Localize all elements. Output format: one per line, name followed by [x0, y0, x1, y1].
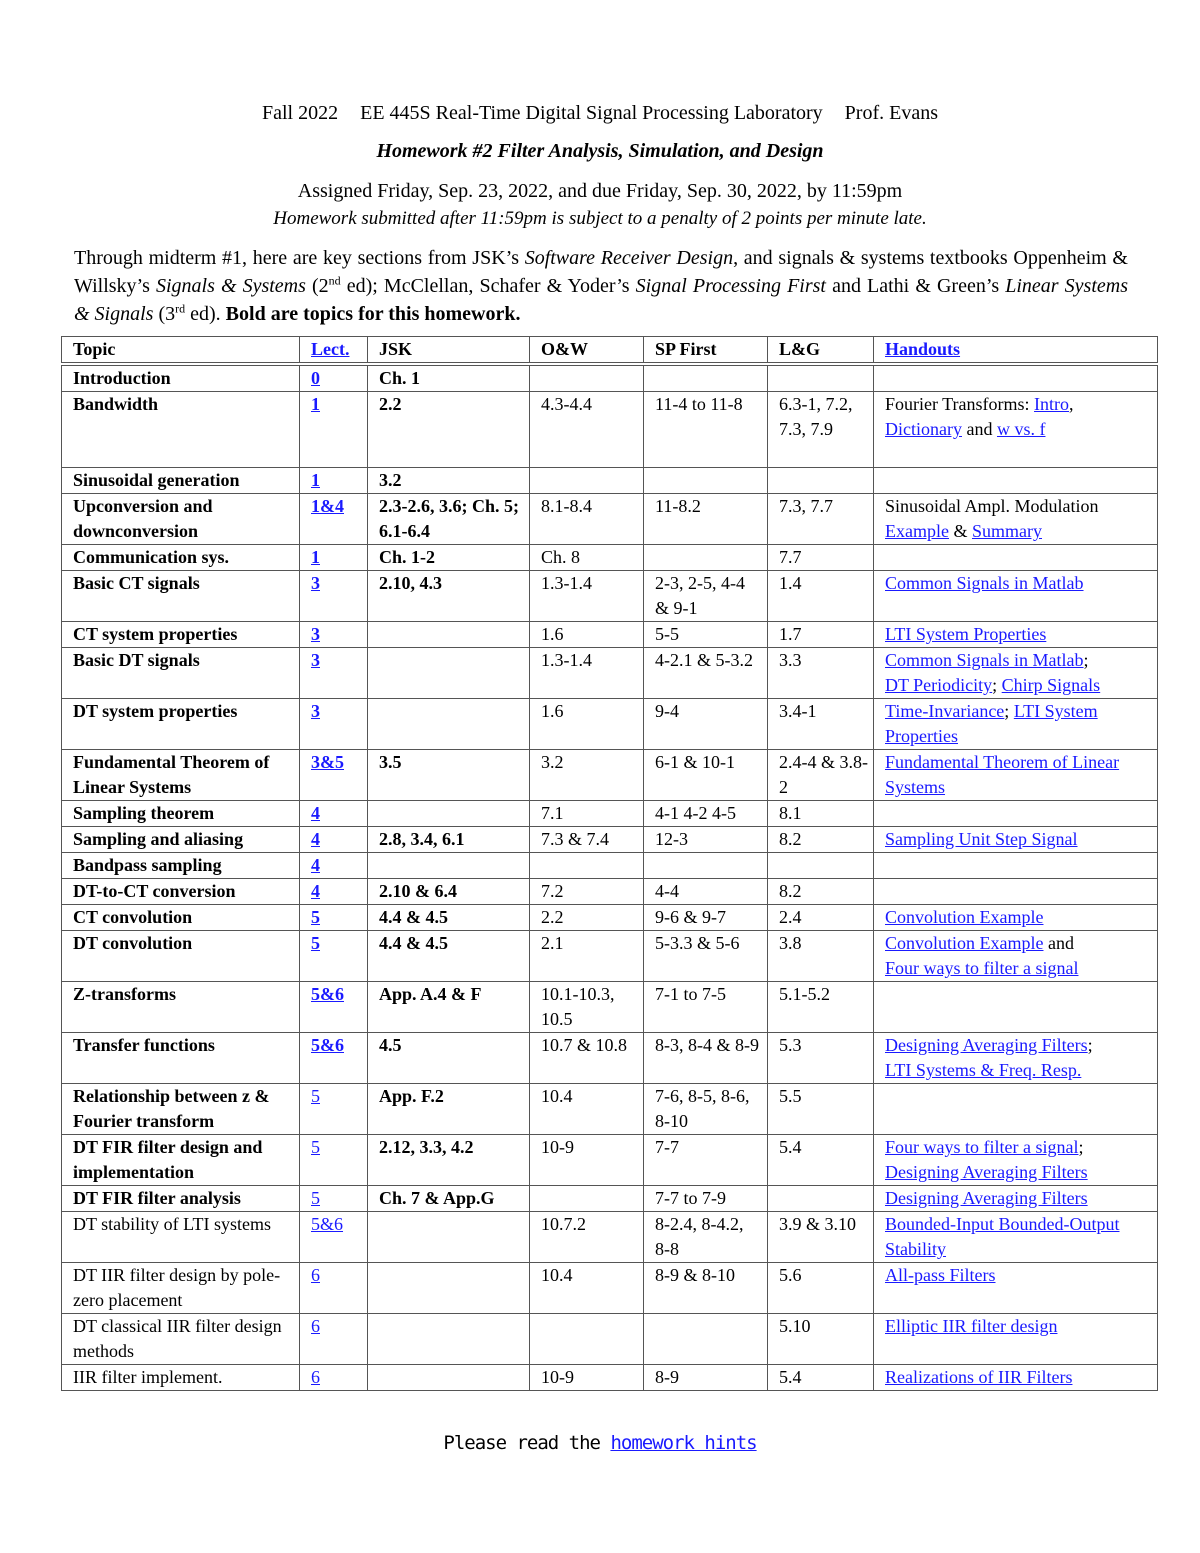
lg-cell: 7.7 — [768, 545, 874, 571]
sp-cell: 4-4 — [644, 879, 768, 905]
ow-cell: 1.6 — [530, 699, 644, 750]
ow-cell: 10.7.2 — [530, 1212, 644, 1263]
handouts-cell — [874, 853, 1158, 879]
lect-cell-link[interactable]: 6 — [311, 1367, 320, 1387]
lect-cell-link[interactable]: 5&6 — [311, 1214, 344, 1234]
sp-cell: 12-3 — [644, 827, 768, 853]
table-row — [62, 364, 1158, 392]
handout-link[interactable]: Common Signals in Matlab — [885, 573, 1084, 593]
table-header-row — [62, 337, 1158, 365]
handouts-cell — [874, 1365, 1158, 1391]
lect-cell-link[interactable]: 1&4 — [311, 496, 344, 516]
topic-cell: IIR filter implement. — [62, 1365, 300, 1391]
topic-cell: Bandwidth — [62, 392, 300, 468]
lect-cell[interactable] — [300, 1033, 368, 1084]
sp-cell: 8-9 & 8-10 — [644, 1263, 768, 1314]
handouts-cell — [874, 622, 1158, 648]
ow-cell — [530, 853, 644, 879]
handout-link[interactable]: All-pass Filters — [885, 1265, 996, 1285]
lect-cell[interactable] — [300, 699, 368, 750]
sp-cell: 6-1 & 10-1 — [644, 750, 768, 801]
handouts-cell — [874, 1212, 1158, 1263]
lg-cell: 3.4-1 — [768, 699, 874, 750]
handouts-cell — [874, 801, 1158, 827]
lg-cell: 3.3 — [768, 648, 874, 699]
table-row — [62, 905, 1158, 931]
jsk-cell — [368, 1212, 530, 1263]
lect-cell[interactable] — [300, 1365, 368, 1391]
topic-cell: Upconversion and downconversion — [62, 494, 300, 545]
jsk-cell: 2.10 & 6.4 — [368, 879, 530, 905]
table-row — [62, 1033, 1158, 1084]
homework-hints-link[interactable]: homework hints — [610, 1432, 757, 1454]
handout-link[interactable]: LTI System Properties — [885, 624, 1047, 644]
lect-cell-link[interactable]: 5&6 — [311, 984, 344, 1004]
handouts-cell: Time-Invariance; LTI System Properties — [874, 699, 1158, 750]
ow-cell — [530, 1314, 644, 1365]
lg-cell: 5.4 — [768, 1135, 874, 1186]
sp-cell: 7-7 to 7-9 — [644, 1186, 768, 1212]
topic-cell: DT stability of LTI systems — [62, 1212, 300, 1263]
jsk-cell: 3.2 — [368, 468, 530, 494]
handout-link[interactable]: Realizations of IIR Filters — [885, 1367, 1073, 1387]
table-row — [62, 931, 1158, 982]
lg-cell: 6.3-1, 7.2, 7.3, 7.9 — [768, 392, 874, 468]
lect-header-link[interactable]: Lect. — [311, 339, 350, 359]
col-jsk: JSK — [368, 337, 530, 365]
term: Fall 2022 — [262, 102, 339, 124]
jsk-cell — [368, 853, 530, 879]
sp-cell: 7-1 to 7-5 — [644, 982, 768, 1033]
table-row — [62, 648, 1158, 699]
topic-cell: DT convolution — [62, 931, 300, 982]
sp-cell: 8-3, 8-4 & 8-9 — [644, 1033, 768, 1084]
lect-cell-link[interactable]: 1 — [311, 547, 320, 567]
topic-cell: Communication sys. — [62, 545, 300, 571]
lg-cell: 8.2 — [768, 827, 874, 853]
ow-cell: Ch. 8 — [530, 545, 644, 571]
table-row — [62, 1365, 1158, 1391]
lg-cell: 2.4-4 & 3.8-2 — [768, 750, 874, 801]
ow-cell: 1.6 — [530, 622, 644, 648]
jsk-cell: 2.10, 4.3 — [368, 571, 530, 622]
topic-cell: Sampling theorem — [62, 801, 300, 827]
jsk-cell: Ch. 1 — [368, 364, 530, 392]
lect-cell[interactable] — [300, 392, 368, 468]
handouts-cell: Four ways to filter a signal; Designing Averaging Filters — [874, 1135, 1158, 1186]
ow-cell: 10.4 — [530, 1084, 644, 1135]
table-row — [62, 750, 1158, 801]
ow-cell: 10.1-10.3, 10.5 — [530, 982, 644, 1033]
handout-link[interactable]: Elliptic IIR filter design — [885, 1316, 1058, 1336]
handouts-cell — [874, 905, 1158, 931]
sp-cell: 9-6 & 9-7 — [644, 905, 768, 931]
ow-cell: 2.2 — [530, 905, 644, 931]
topic-cell: Basic CT signals — [62, 571, 300, 622]
ow-cell — [530, 364, 644, 392]
lect-cell-link[interactable]: 5&6 — [311, 1035, 344, 1055]
ow-cell: 4.3-4.4 — [530, 392, 644, 468]
lect-cell-link[interactable]: 4 — [311, 855, 320, 875]
lect-cell[interactable] — [300, 622, 368, 648]
handout-link[interactable]: LTI Systems & Freq. Resp. — [885, 1060, 1082, 1080]
topic-cell: DT FIR filter analysis — [62, 1186, 300, 1212]
handout-link[interactable]: Four ways to filter a signal — [885, 958, 1079, 978]
topic-cell: Bandpass sampling — [62, 853, 300, 879]
jsk-cell: 2.2 — [368, 392, 530, 468]
handouts-cell — [874, 571, 1158, 622]
topic-cell: Basic DT signals — [62, 648, 300, 699]
table-row — [62, 1314, 1158, 1365]
handout-link[interactable]: Intro — [1034, 394, 1070, 414]
table-row — [62, 392, 1158, 468]
handout-link[interactable]: Sampling Unit Step Signal — [885, 829, 1078, 849]
col-ow: O&W — [530, 337, 644, 365]
handouts-cell — [874, 1084, 1158, 1135]
handout-link[interactable]: Designing Averaging Filters — [885, 1162, 1088, 1182]
topic-cell: DT classical IIR filter design methods — [62, 1314, 300, 1365]
jsk-cell: 3.5 — [368, 750, 530, 801]
handout-link[interactable]: Bounded-Input Bounded-Output Stability — [885, 1214, 1120, 1259]
lect-cell-link[interactable]: 4 — [311, 829, 320, 849]
topic-cell: DT FIR filter design and implementation — [62, 1135, 300, 1186]
lect-cell[interactable] — [300, 982, 368, 1033]
lg-cell: 8.1 — [768, 801, 874, 827]
table-row — [62, 1186, 1158, 1212]
jsk-cell: Ch. 7 & App.G — [368, 1186, 530, 1212]
sp-cell: 7-6, 8-5, 8-6, 8-10 — [644, 1084, 768, 1135]
lect-cell[interactable] — [300, 1314, 368, 1365]
jsk-cell: 4.4 & 4.5 — [368, 931, 530, 982]
lect-cell[interactable] — [300, 571, 368, 622]
sp-cell — [644, 545, 768, 571]
lect-cell-link[interactable]: 5 — [311, 907, 320, 927]
lect-cell[interactable] — [300, 1212, 368, 1263]
jsk-cell: 2.8, 3.4, 6.1 — [368, 827, 530, 853]
lg-cell: 5.4 — [768, 1365, 874, 1391]
lg-cell: 2.4 — [768, 905, 874, 931]
lg-cell: 1.4 — [768, 571, 874, 622]
lg-cell — [768, 468, 874, 494]
lg-cell: 3.9 & 3.10 — [768, 1212, 874, 1263]
table-row — [62, 494, 1158, 545]
ow-cell: 10-9 — [530, 1135, 644, 1186]
handouts-cell — [874, 982, 1158, 1033]
lect-cell[interactable] — [300, 931, 368, 982]
table-row — [62, 827, 1158, 853]
table-row — [62, 545, 1158, 571]
professor: Prof. Evans — [844, 102, 938, 124]
sp-cell: 4-2.1 & 5-3.2 — [644, 648, 768, 699]
table-row — [62, 801, 1158, 827]
topic-cell: DT IIR filter design by pole-zero placement — [62, 1263, 300, 1314]
sp-cell: 4-1 4-2 4-5 — [644, 801, 768, 827]
table-row — [62, 622, 1158, 648]
handouts-cell: Convolution Example and Four ways to filter a signal — [874, 931, 1158, 982]
handouts-cell: Fourier Transforms: Intro, Dictionary and w vs. f — [874, 392, 1158, 468]
jsk-cell: 2.3-2.6, 3.6; Ch. 5; 6.1-6.4 — [368, 494, 530, 545]
handout-link[interactable]: Common Signals in Matlab — [885, 650, 1084, 670]
ow-cell: 10.4 — [530, 1263, 644, 1314]
table-row — [62, 1212, 1158, 1263]
table-row — [62, 468, 1158, 494]
jsk-cell: Ch. 1-2 — [368, 545, 530, 571]
lect-cell[interactable] — [300, 1263, 368, 1314]
lect-cell[interactable] — [300, 905, 368, 931]
assigned-line: Assigned Friday, Sep. 23, 2022, and due Friday, Sep. 30, 2022, by 11:59pm — [297, 180, 903, 202]
ow-cell: 10.7 & 10.8 — [530, 1033, 644, 1084]
lg-cell — [768, 1186, 874, 1212]
sp-cell: 9-4 — [644, 699, 768, 750]
lect-cell[interactable] — [300, 879, 368, 905]
lg-cell — [768, 853, 874, 879]
sp-cell: 11-4 to 11-8 — [644, 392, 768, 468]
lect-cell-link[interactable]: 3 — [311, 573, 320, 593]
sp-cell: 7-7 — [644, 1135, 768, 1186]
table-row — [62, 699, 1158, 750]
penalty-line: Homework submitted after 11:59pm is subject to a penalty of 2 points per minute late. — [273, 208, 927, 229]
homework-title: Homework #2 Filter Analysis, Simulation, and Design — [376, 140, 824, 162]
handout-link[interactable]: Example — [885, 521, 949, 541]
table-row — [62, 1263, 1158, 1314]
topic-cell: Sampling and aliasing — [62, 827, 300, 853]
lg-cell: 5.1-5.2 — [768, 982, 874, 1033]
lect-cell-link[interactable]: 5 — [311, 933, 320, 953]
sp-cell: 8-2.4, 8-4.2, 8-8 — [644, 1212, 768, 1263]
topics-table — [61, 336, 1158, 1391]
jsk-cell — [368, 699, 530, 750]
col-lg: L&G — [768, 337, 874, 365]
lect-cell[interactable] — [300, 468, 368, 494]
topic-cell: Relationship between z & Fourier transform — [62, 1084, 300, 1135]
lect-cell[interactable] — [300, 494, 368, 545]
lect-cell[interactable] — [300, 1186, 368, 1212]
handouts-cell: Designing Averaging Filters; LTI Systems & Freq. Resp. — [874, 1033, 1158, 1084]
jsk-cell: 4.5 — [368, 1033, 530, 1084]
topic-cell: CT system properties — [62, 622, 300, 648]
lect-cell-link[interactable]: 3 — [311, 624, 320, 644]
lect-cell-link[interactable]: 1 — [311, 470, 320, 490]
handout-link[interactable]: LTI System Properties — [885, 701, 1098, 746]
lect-cell-link[interactable]: 5 — [311, 1137, 320, 1157]
handout-link[interactable]: DT Periodicity — [885, 675, 993, 695]
topic-cell: DT system properties — [62, 699, 300, 750]
lg-cell — [768, 364, 874, 392]
table-row — [62, 879, 1158, 905]
lect-cell-link[interactable]: 0 — [311, 368, 320, 388]
ow-cell: 10-9 — [530, 1365, 644, 1391]
handout-link[interactable]: Summary — [972, 521, 1042, 541]
topic-cell: DT-to-CT conversion — [62, 879, 300, 905]
lect-cell[interactable] — [300, 648, 368, 699]
footer-note: Please read the homework hints — [443, 1432, 757, 1454]
handouts-header-link[interactable]: Handouts — [885, 339, 961, 359]
lect-cell-link[interactable]: 5 — [311, 1086, 320, 1106]
lect-cell[interactable] — [300, 1135, 368, 1186]
topic-cell: Z-transforms — [62, 982, 300, 1033]
lect-cell-link[interactable]: 6 — [311, 1265, 320, 1285]
handouts-cell — [874, 545, 1158, 571]
sp-cell: 8-9 — [644, 1365, 768, 1391]
sp-cell — [644, 853, 768, 879]
handouts-cell — [874, 1314, 1158, 1365]
handout-link[interactable]: Designing Averaging Filters — [885, 1188, 1088, 1208]
handout-link[interactable]: Four ways to filter a signal — [885, 1137, 1079, 1157]
ow-cell — [530, 1186, 644, 1212]
jsk-cell — [368, 1314, 530, 1365]
handout-link[interactable]: Designing Averaging Filters — [885, 1035, 1088, 1055]
lect-cell-link[interactable]: 4 — [311, 881, 320, 901]
lect-cell-link[interactable]: 3 — [311, 701, 320, 721]
lg-cell: 5.3 — [768, 1033, 874, 1084]
ow-cell: 2.1 — [530, 931, 644, 982]
table-row — [62, 1084, 1158, 1135]
lect-cell[interactable] — [300, 801, 368, 827]
sp-cell — [644, 468, 768, 494]
col-handouts[interactable] — [874, 337, 1158, 365]
handout-link[interactable]: Convolution Example — [885, 933, 1044, 953]
topic-cell: Transfer functions — [62, 1033, 300, 1084]
lect-cell-link[interactable]: 1 — [311, 394, 320, 414]
sp-cell: 11-8.2 — [644, 494, 768, 545]
lect-cell[interactable] — [300, 364, 368, 392]
topic-cell: Introduction — [62, 364, 300, 392]
jsk-cell: App. F.2 — [368, 1084, 530, 1135]
sp-cell: 5-3.3 & 5-6 — [644, 931, 768, 982]
ow-cell: 7.1 — [530, 801, 644, 827]
sp-cell: 2-3, 2-5, 4-4 & 9-1 — [644, 571, 768, 622]
handouts-cell — [874, 750, 1158, 801]
jsk-cell — [368, 801, 530, 827]
topic-cell: Fundamental Theorem of Linear Systems — [62, 750, 300, 801]
handout-link[interactable]: Dictionary — [885, 419, 962, 439]
handout-link[interactable]: w vs. f — [996, 419, 1046, 439]
lect-cell-link[interactable]: 6 — [311, 1316, 320, 1336]
sp-cell — [644, 1314, 768, 1365]
sp-cell — [644, 364, 768, 392]
handout-link[interactable]: Fundamental Theorem of Linear Systems — [885, 752, 1120, 797]
course-name: EE 445S Real-Time Digital Signal Processing Laboratory — [360, 102, 823, 124]
lg-cell: 8.2 — [768, 879, 874, 905]
table-row — [62, 853, 1158, 879]
intro-paragraph: Through midterm #1, here are key sections from JSK’s Software Receiver Design, and signals & systems textbooks Oppenheim & Willsky’s Signals & Systems (2nd ed); McClellan, Schafer & Yoder’s Signal Processing First and Lathi & Green’s Linear Systems & Signals (3rd ed). Bold are topics for this homework. — [74, 247, 1128, 325]
sp-cell: 5-5 — [644, 622, 768, 648]
ow-cell: 7.3 & 7.4 — [530, 827, 644, 853]
handouts-cell — [874, 468, 1158, 494]
handout-link[interactable]: Convolution Example — [885, 907, 1044, 927]
table-row — [62, 571, 1158, 622]
lect-cell[interactable] — [300, 1084, 368, 1135]
lect-cell[interactable] — [300, 827, 368, 853]
jsk-cell — [368, 1263, 530, 1314]
lg-cell: 7.3, 7.7 — [768, 494, 874, 545]
col-lect[interactable] — [300, 337, 368, 365]
handout-link[interactable]: Chirp Signals — [1001, 675, 1101, 695]
table-row — [62, 1135, 1158, 1186]
handouts-cell — [874, 1186, 1158, 1212]
lg-cell: 5.5 — [768, 1084, 874, 1135]
ow-cell — [530, 468, 644, 494]
handouts-cell — [874, 827, 1158, 853]
ow-cell: 3.2 — [530, 750, 644, 801]
handouts-cell — [874, 1263, 1158, 1314]
col-topic: Topic — [62, 337, 300, 365]
jsk-cell — [368, 648, 530, 699]
lect-cell[interactable] — [300, 750, 368, 801]
lect-cell-link[interactable]: 4 — [311, 803, 320, 823]
handouts-cell: Sinusoidal Ampl. Modulation Example & Summary — [874, 494, 1158, 545]
topic-cell: CT convolution — [62, 905, 300, 931]
ow-cell: 1.3-1.4 — [530, 571, 644, 622]
table-row — [62, 982, 1158, 1033]
handouts-cell: Common Signals in Matlab; DT Periodicity; Chirp Signals — [874, 648, 1158, 699]
lg-cell: 5.10 — [768, 1314, 874, 1365]
course-header — [0, 102, 1200, 125]
lg-cell: 3.8 — [768, 931, 874, 982]
lect-cell-link[interactable]: 3 — [311, 650, 320, 670]
lect-cell[interactable] — [300, 853, 368, 879]
col-spfirst: SP First — [644, 337, 768, 365]
jsk-cell: App. A.4 & F — [368, 982, 530, 1033]
lect-cell-link[interactable]: 3&5 — [311, 752, 344, 772]
lect-cell[interactable] — [300, 545, 368, 571]
ow-cell: 8.1-8.4 — [530, 494, 644, 545]
topic-cell: Sinusoidal generation — [62, 468, 300, 494]
handouts-cell — [874, 879, 1158, 905]
ow-cell: 1.3-1.4 — [530, 648, 644, 699]
jsk-cell — [368, 1365, 530, 1391]
jsk-cell: 4.4 & 4.5 — [368, 905, 530, 931]
handout-link[interactable]: Time-Invariance — [885, 701, 1005, 721]
handouts-cell — [874, 364, 1158, 392]
lg-cell: 5.6 — [768, 1263, 874, 1314]
ow-cell: 7.2 — [530, 879, 644, 905]
lect-cell-link[interactable]: 5 — [311, 1188, 320, 1208]
jsk-cell: 2.12, 3.3, 4.2 — [368, 1135, 530, 1186]
lg-cell: 1.7 — [768, 622, 874, 648]
jsk-cell — [368, 622, 530, 648]
